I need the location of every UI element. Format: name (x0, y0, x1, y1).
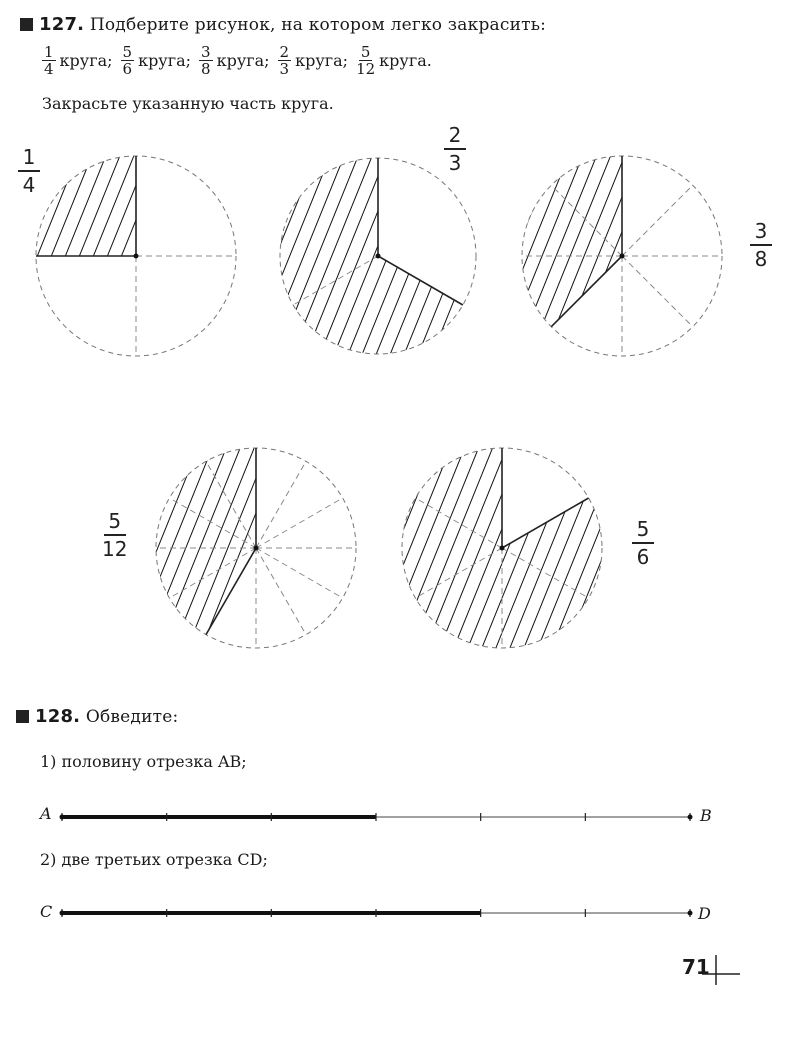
segment-endpoint (688, 911, 693, 916)
task-128-prompt: Обведите: (85, 707, 179, 727)
hand-label-bar (104, 534, 126, 536)
hand-label-bar (18, 170, 40, 172)
fraction-numerator: 3 (201, 43, 211, 61)
task-128-item-2: 2) две третьих отрезка CD; (40, 850, 268, 869)
fraction-word: круга; (295, 51, 349, 70)
fraction-word: круга; (59, 51, 113, 70)
fraction-denominator: 8 (201, 60, 211, 78)
hand-label-den: 8 (754, 247, 768, 271)
hand-label-den: 6 (636, 545, 650, 569)
task-128-header (16, 706, 178, 727)
fraction-circle-5 (402, 448, 602, 648)
segment-ab (60, 813, 693, 821)
task-127-number: 127. (39, 14, 85, 35)
fraction-circle-4 (156, 448, 356, 648)
fraction-word: круга; (138, 51, 192, 70)
circle-center (134, 254, 139, 259)
hand-label-num: 2 (448, 123, 462, 147)
circle-center (620, 254, 625, 259)
hand-label-num: 3 (754, 219, 768, 243)
hand-label-bar (444, 148, 466, 150)
fraction-denominator: 6 (122, 60, 133, 78)
fraction-numerator: 5 (122, 43, 133, 61)
task-128-item-1: 1) половину отрезка AB; (40, 752, 247, 771)
hand-label-circle-2 (444, 124, 466, 174)
fraction-circle-3 (522, 156, 722, 356)
fraction-numerator: 2 (279, 43, 290, 61)
hand-label-bar (750, 244, 772, 246)
fraction-numerator: 5 (360, 43, 371, 61)
square-bullet-icon (16, 710, 29, 723)
circle-radius (256, 548, 306, 635)
segment-label-b: B (700, 806, 712, 825)
circle-radius (622, 256, 693, 327)
hand-label-circle-3 (750, 220, 772, 270)
hand-label-den: 12 (102, 537, 128, 561)
task-127-instruction: Закрасьте указанную часть круга. (42, 94, 334, 113)
circle-center (376, 254, 381, 259)
segment-label-d: D (698, 904, 711, 923)
circle-radius (256, 461, 306, 548)
fraction-circle-1 (36, 156, 236, 356)
circle-center (500, 546, 505, 551)
segment-cd (60, 909, 693, 917)
fraction-denominator: 12 (356, 60, 376, 78)
segment-label-c: C (40, 902, 53, 921)
segment-endpoint (60, 815, 65, 820)
segment-label-a: A (40, 804, 52, 823)
hand-label-circle-5 (632, 518, 654, 568)
circle-radius (256, 548, 343, 598)
hand-label-bar (632, 542, 654, 544)
hand-label-circle-1 (18, 146, 40, 196)
page-number: 71 (682, 955, 710, 979)
hand-label-num: 5 (108, 509, 122, 533)
fraction-word: круга. (379, 51, 432, 70)
segment-endpoint (60, 911, 65, 916)
fraction-denominator: 4 (44, 60, 54, 78)
hand-label-num: 5 (636, 517, 650, 541)
hand-label-den: 3 (448, 151, 462, 175)
circle-center (254, 546, 259, 551)
hand-label-den: 4 (22, 173, 36, 197)
hand-label-num: 1 (22, 145, 36, 169)
circle-radius (622, 185, 693, 256)
hand-label-circle-4 (102, 510, 127, 560)
fraction-denominator: 3 (279, 60, 290, 78)
segment-endpoint (688, 815, 693, 820)
fraction-circle-2 (280, 158, 476, 354)
task-128-number: 128. (35, 706, 81, 727)
circle-radius (256, 498, 343, 548)
shaded-sector (36, 156, 136, 256)
fraction-numerator: 1 (44, 43, 54, 61)
shaded-sector (156, 448, 256, 635)
fraction-word: круга; (216, 51, 270, 70)
task-127-prompt: Подберите рисунок, на котором легко закрасить: (89, 15, 547, 35)
